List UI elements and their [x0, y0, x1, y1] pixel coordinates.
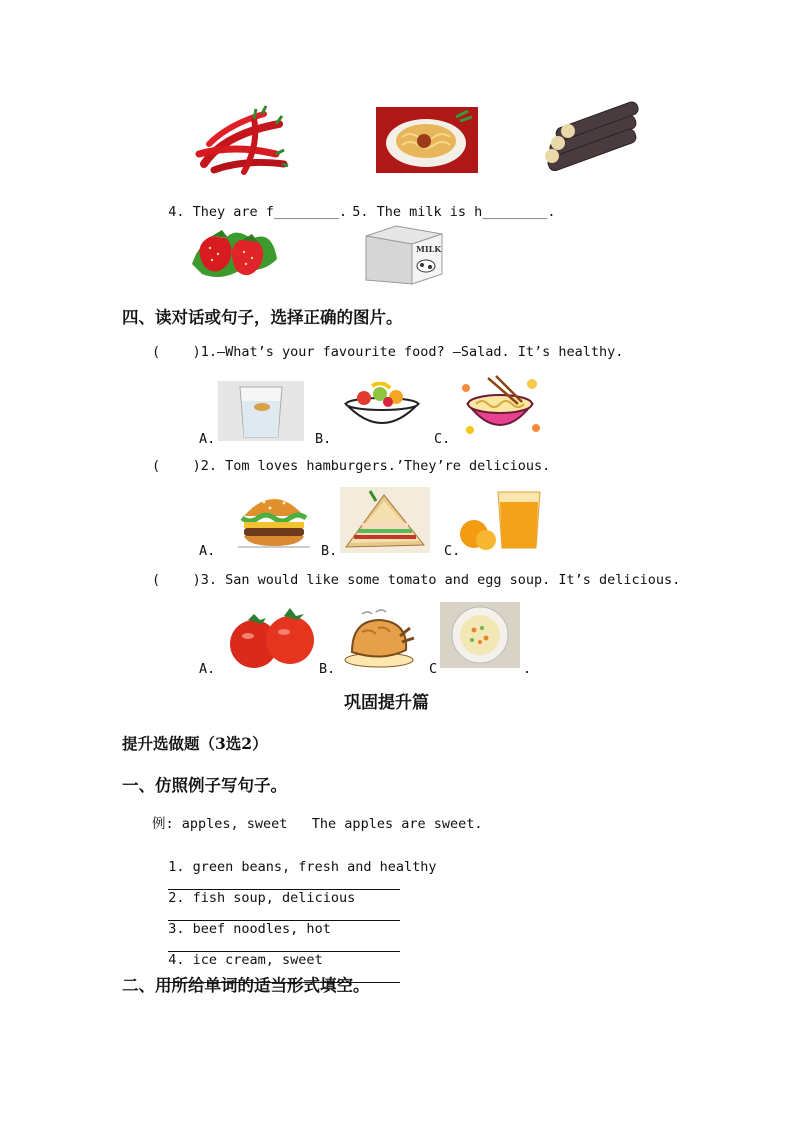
hamburger-image[interactable] [238, 488, 310, 550]
question-2-option-a-label[interactable]: A. [199, 543, 216, 559]
part-1-item-2-text: 2. fish soup, delicious [168, 890, 356, 906]
question-1-text: ( )1.—What’s your favourite food? —Salad. It’s healthy. [152, 344, 624, 360]
question-3-text: ( )3. San would like some tomato and egg soup. It’s delicious. [152, 572, 681, 588]
question-3-trailing-dot: . [523, 661, 532, 677]
orange-juice-image[interactable] [458, 488, 546, 552]
consolidate-title: 巩固提升篇 [344, 693, 429, 713]
question-1-option-a-label[interactable]: A. [199, 431, 216, 447]
question-1-option-c-label[interactable]: C. [434, 431, 451, 447]
chili-peppers-image [184, 104, 290, 176]
question-1-option-b-label[interactable]: B. [315, 431, 332, 447]
question-3-option-a-label[interactable]: A. [199, 661, 216, 677]
question-2-text: ( )2. Tom loves hamburgers.’They’re delicious. [152, 458, 551, 474]
noodle-bowl-chopsticks-image[interactable] [458, 374, 542, 440]
water-glass-image[interactable] [218, 381, 304, 441]
fill-item-5 [336, 188, 555, 220]
part-1-item-4-text: 4. ice cream, sweet [168, 952, 323, 968]
fill-item-5-prefix: 5. The milk is h [352, 204, 483, 220]
fill-item-4-suffix: . [338, 204, 348, 220]
part-2-heading: 二、用所给单词的适当形式填空。 [122, 976, 370, 995]
fill-item-5-blank[interactable]: ________ [482, 204, 548, 220]
section-4-heading: 四、读对话或句子，选择正确的图片。 [122, 308, 403, 327]
sandwich-image[interactable] [340, 487, 430, 553]
question-3-option-c-label[interactable]: C [429, 661, 438, 677]
consolidate-subtitle: 提升选做题（3选2） [122, 734, 268, 753]
part-1-item-1-text: 1. green beans, fresh and healthy [168, 859, 437, 875]
fill-item-4-blank[interactable]: ________ [273, 204, 339, 220]
fill-item-4-prefix: 4. They are f [168, 204, 274, 220]
roast-chicken-image[interactable] [342, 606, 416, 670]
question-2-option-b-label[interactable]: B. [321, 543, 338, 559]
fill-item-5-suffix: . [547, 204, 556, 220]
noodles-bowl-image [376, 107, 478, 173]
part-1-item-3-text: 3. beef noodles, hot [168, 921, 331, 937]
strawberries-image [182, 214, 282, 284]
part-1-example: 例: apples, sweet The apples are sweet. [152, 816, 483, 832]
tomatoes-image[interactable] [224, 604, 318, 670]
milk-carton-label: MILK [416, 244, 442, 254]
sugarcane-image [540, 101, 644, 171]
question-2-option-c-label[interactable]: C. [444, 543, 461, 559]
tomato-egg-soup-image[interactable] [440, 602, 520, 668]
part-1-heading: 一、仿照例子写句子。 [122, 776, 287, 795]
question-3-option-b-label[interactable]: B. [319, 661, 336, 677]
milk-carton-image [356, 222, 448, 286]
salad-bowl-image[interactable] [342, 382, 422, 434]
